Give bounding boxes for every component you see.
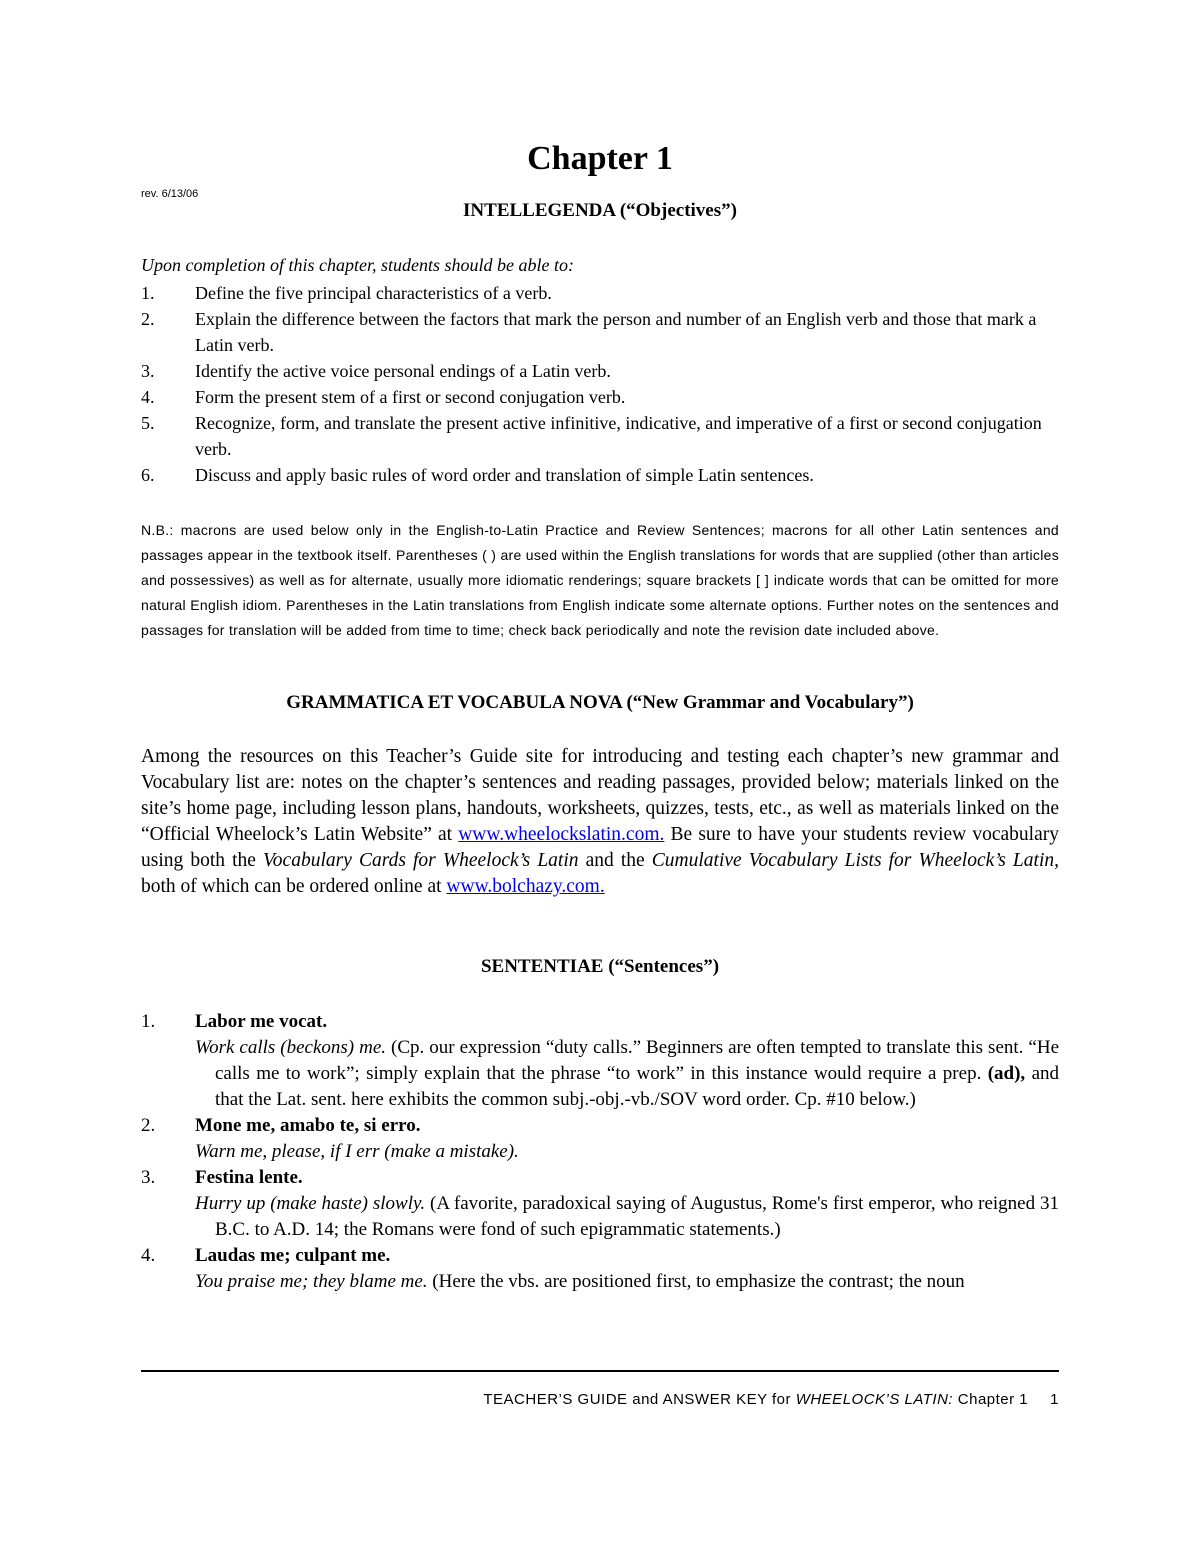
- revision-date: rev. 6/13/06: [141, 188, 199, 200]
- latin-sentence: Labor me vocat.: [195, 1011, 328, 1032]
- list-item: 3. Identify the active voice personal endings of a Latin verb.: [141, 361, 611, 381]
- sentences-heading: SENTENTIAE (“Sentences”): [480, 956, 720, 977]
- translation-note: Hurry up (make haste) slowly. (A favorite, paradoxical saying of Augustus, Rome's first emperor, who reigned 31 B.C. to A.D. 14; the Romans were fond of such epigrammatic statements.): [195, 1193, 1059, 1240]
- chapter-title: Chapter 1: [527, 140, 673, 177]
- nota-bene-paragraph: N.B.: macrons are used below only in the English-to-Latin Practice and Review Sentences; macrons for all other Latin sentences and passages appear in the textbook itself. Parentheses ( ) are used within the English translations for words that are supplied (other than articles and possessives) as well as for alternate, usually more idiomatic renderings; square brackets [ ] indicate words that can be omitted for more natural English idiom. Parentheses in the Latin translations from English indicate some alternate options. Further notes on the sentences and passages for translation will be added from time to time; check back periodically and note the revision date included above.: [141, 522, 1059, 638]
- list-item: 1. Define the five principal characteristics of a verb.: [141, 283, 552, 303]
- bolchazy-link[interactable]: www.bolchazy.com.: [446, 876, 605, 897]
- latin-sentence: Mone me, amabo te, si erro.: [195, 1115, 421, 1136]
- objectives-intro: Upon completion of this chapter, students should be able to:: [141, 255, 574, 275]
- sentence-item: 1. Labor me vocat. Work calls (beckons) me. (Cp. our expression “duty calls.” Beginners are often tempted to translate this sent. “He calls me to work”; simply explain that the phrase “to work” in this instance would require a prep. (ad), and that the Lat. sent. here exhibits the common subj.-obj.-vb./SOV word order. Cp. #10 below.): [141, 1009, 1059, 1113]
- wheelockslatin-link[interactable]: www.wheelockslatin.com.: [458, 824, 665, 845]
- latin-sentence: Laudas me; culpant me.: [195, 1245, 391, 1266]
- latin-sentence: Festina lente.: [195, 1167, 303, 1188]
- list-item: 5. Recognize, form, and translate the present active infinitive, indicative, and imperative of a first or second conjugation verb.: [141, 413, 1042, 459]
- sentence-item: 3. Festina lente. Hurry up (make haste) slowly. (A favorite, paradoxical saying of Augustus, Rome's first emperor, who reigned 31 B.C. to A.D. 14; the Romans were fond of such epigrammatic statements.): [141, 1165, 1059, 1243]
- grammar-paragraph: Among the resources on this Teacher’s Guide site for introducing and testing each chapter’s new grammar and Vocabulary list are: notes on the chapter’s sentences and reading passages, provided below; materials linked on the site’s home page, including lesson plans, handouts, worksheets, quizzes, tests, etc., as well as materials linked on the “Official Wheelock’s Latin Website” at www.wheelockslatin.com. Be sure to have your students review vocabulary using both the Vocabulary Cards for Wheelock’s Latin and the Cumulative Vocabulary Lists for Wheelock’s Latin, both of which can be ordered online at www.bolchazy.com.: [141, 746, 1060, 897]
- book-title: Vocabulary Cards for Wheelock’s Latin: [263, 850, 579, 871]
- list-item: 6. Discuss and apply basic rules of word order and translation of simple Latin sentences.: [141, 465, 814, 485]
- sentence-item: 4. Laudas me; culpant me. You praise me; they blame me. (Here the vbs. are positioned first, to emphasize the contrast; the noun: [141, 1243, 1059, 1295]
- objectives-heading: INTELLEGENDA (“Objectives”): [463, 200, 737, 221]
- objectives-list: [141, 280, 1059, 488]
- grammar-heading: GRAMMATICA ET VOCABULA NOVA (“New Grammar and Vocabulary”): [286, 692, 914, 713]
- page-number: 1: [1050, 1391, 1059, 1408]
- sentence-item: 2. Mone me, amabo te, si erro. Warn me, please, if I err (make a mistake).: [141, 1113, 1059, 1165]
- list-item: 2. Explain the difference between the factors that mark the person and number of an English verb and those that mark a Latin verb.: [141, 309, 1037, 355]
- translation-note: You praise me; they blame me. (Here the vbs. are positioned first, to emphasize the contrast; the noun: [195, 1271, 965, 1292]
- translation-note: Work calls (beckons) me. (Cp. our expression “duty calls.” Beginners are often tempted to translate this sent. “He calls me to work”; simply explain that the phrase “to work” in this instance would require a prep. (ad), and that the Lat. sent. here exhibits the common subj.-obj.-vb./SOV word order. Cp. #10 below.): [195, 1037, 1059, 1110]
- page-footer: TEACHER’S GUIDE and ANSWER KEY for WHEELOCK’S LATIN: Chapter 1 1: [483, 1391, 1059, 1408]
- footer-rule: [141, 1370, 1059, 1372]
- book-title: Cumulative Vocabulary Lists for Wheelock’s Latin,: [651, 850, 1059, 871]
- sentences-list: [141, 1009, 1059, 1295]
- translation-note: Warn me, please, if I err (make a mistake).: [195, 1141, 519, 1162]
- list-item: 4. Form the present stem of a first or second conjugation verb.: [141, 387, 626, 407]
